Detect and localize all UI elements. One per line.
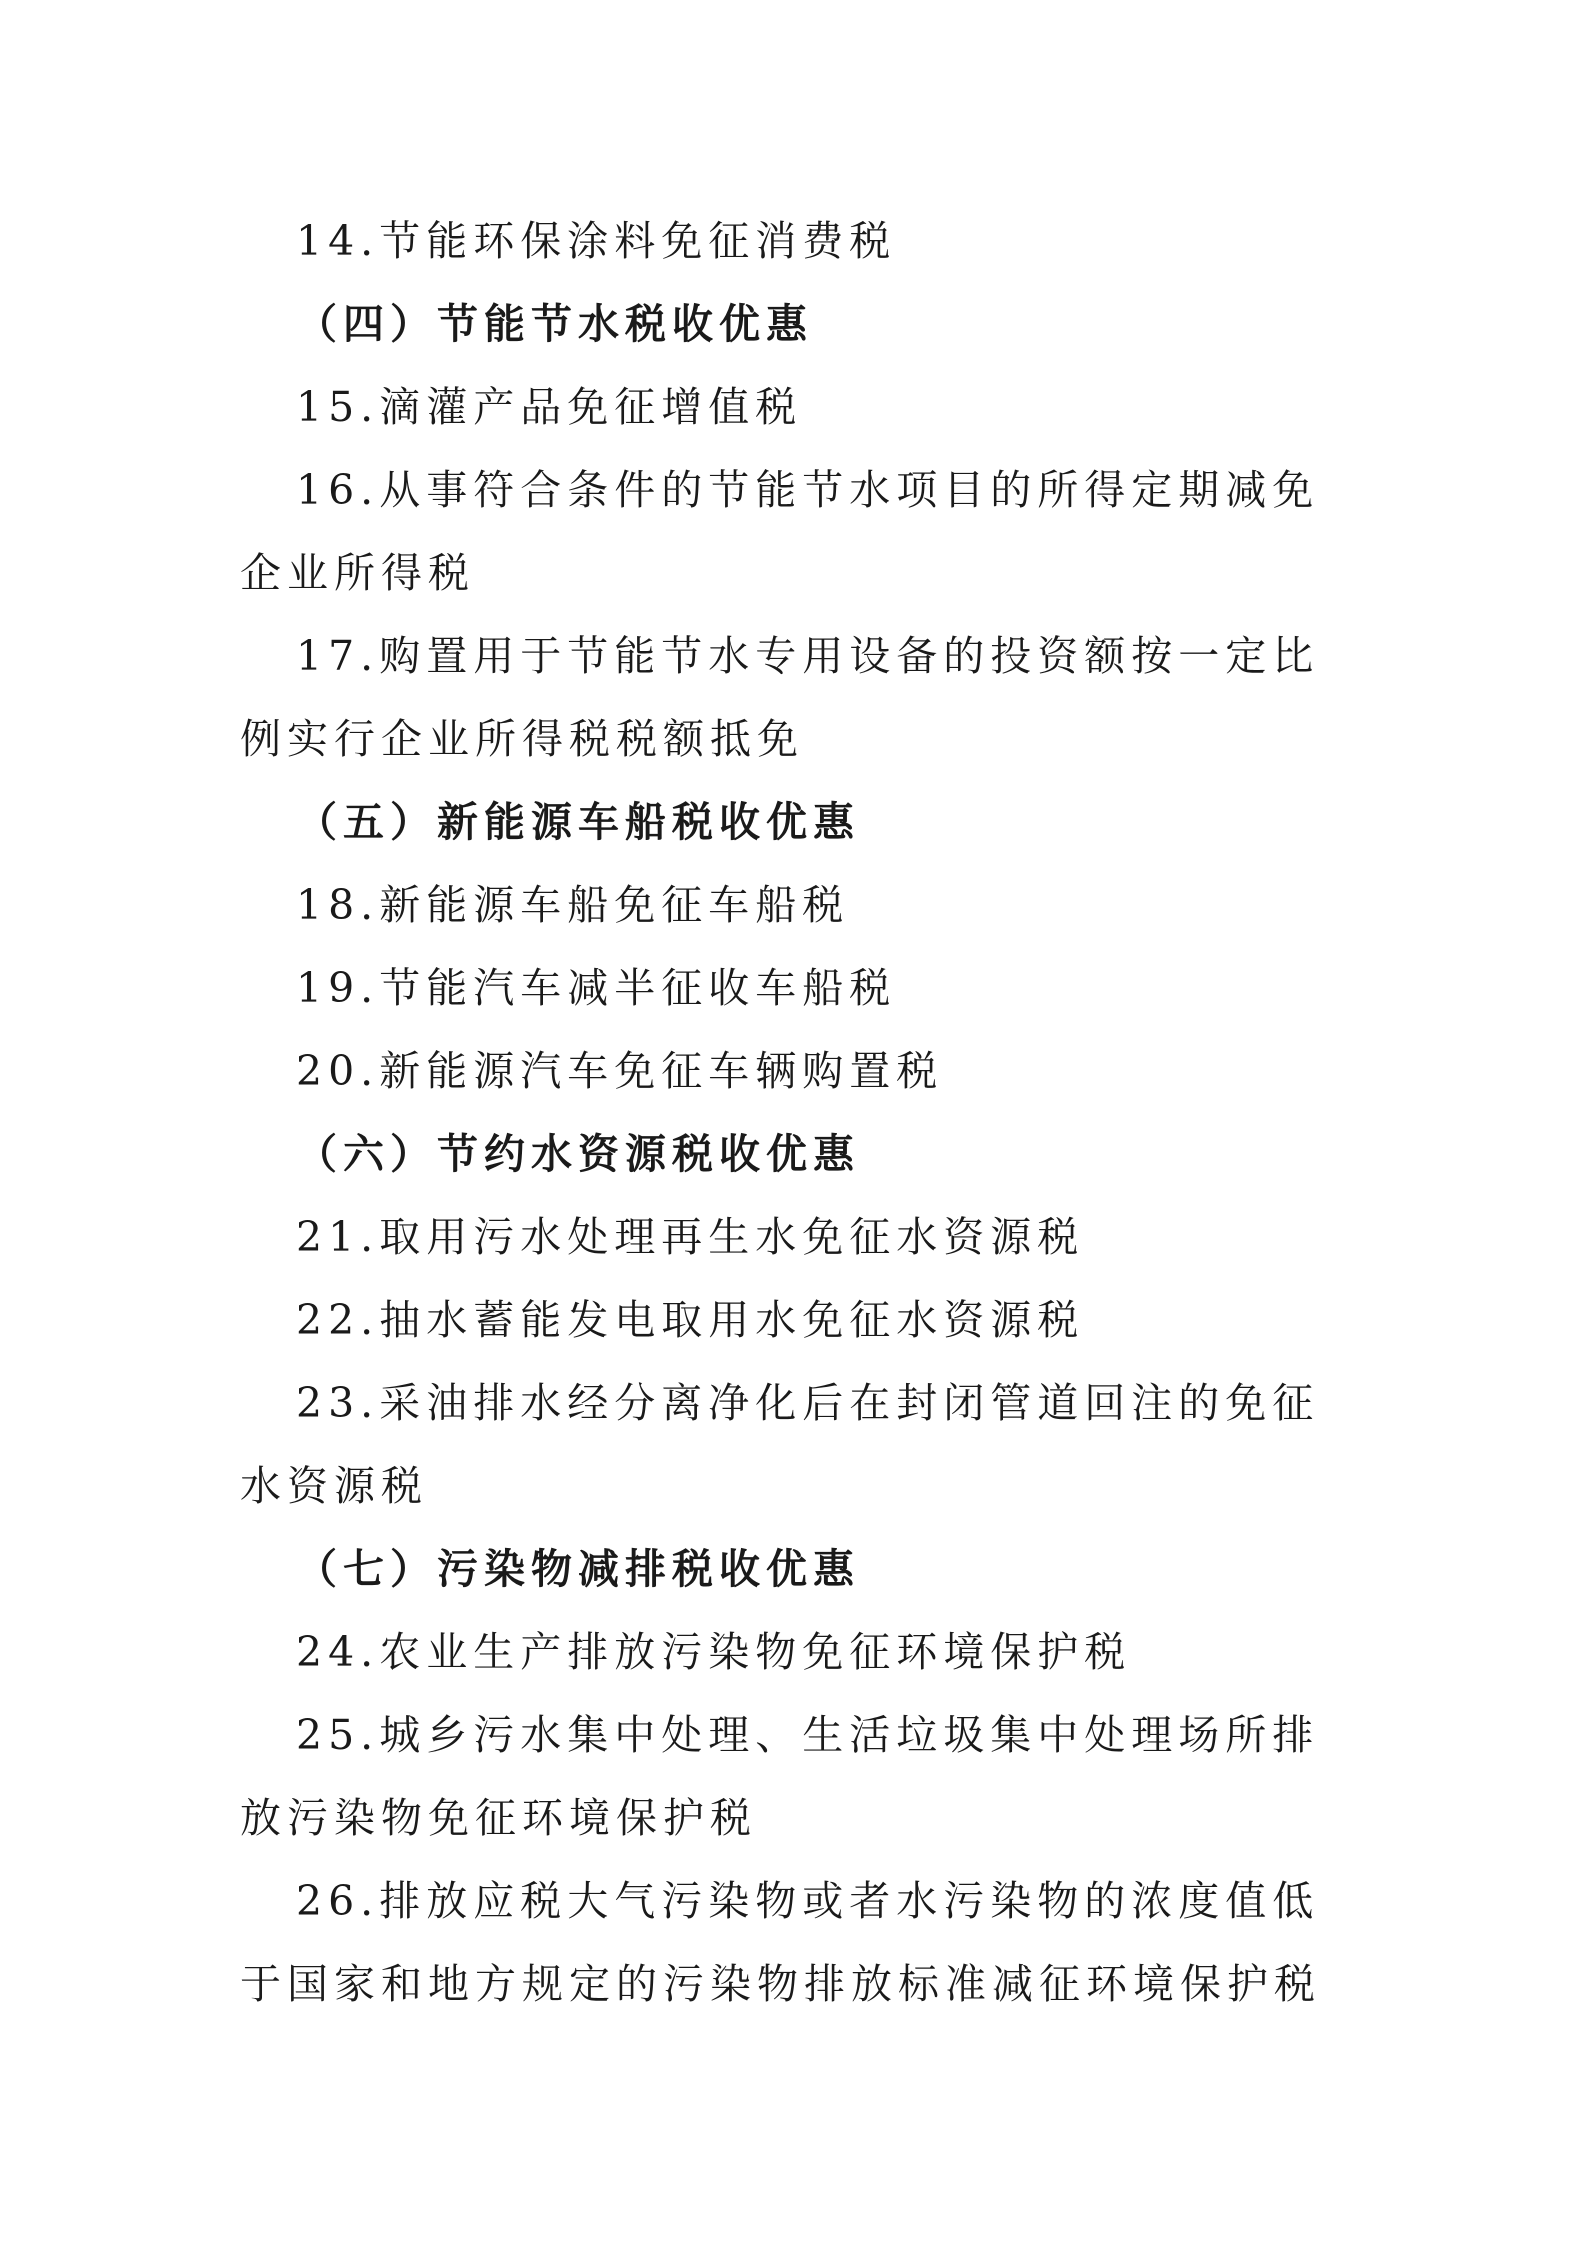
list-item-22: 22.抽水蓄能发电取用水免征水资源税	[296, 1296, 1085, 1344]
list-item-20: 20.新能源汽车免征车辆购置税	[296, 1047, 944, 1095]
list-item-15: 15.滴灌产品免征增值税	[296, 383, 803, 431]
list-item-18: 18.新能源车船免征车船税	[296, 881, 850, 929]
list-item-19: 19.节能汽车减半征收车船税	[296, 964, 897, 1012]
list-item-14: 14.节能环保涂料免征消费税	[296, 217, 897, 265]
list-item-25: 25.城乡污水集中处理、生活垃圾集中处理场所排放污染物免征环境保护税	[240, 1711, 1320, 1842]
list-item-17: 17.购置用于节能节水专用设备的投资额按一定比例实行企业所得税税额抵免	[240, 632, 1320, 763]
section-heading-7: （七）污染物减排税收优惠	[296, 1545, 860, 1593]
list-item-21: 21.取用污水处理再生水免征水资源税	[296, 1213, 1085, 1261]
list-item-24: 24.农业生产排放污染物免征环境保护税	[296, 1628, 1132, 1676]
list-item-26: 26.排放应税大气污染物或者水污染物的浓度值低于国家和地方规定的污染物排放标准减征环境保护税	[240, 1877, 1321, 2008]
document-body	[240, 200, 1350, 2026]
section-heading-5: （五）新能源车船税收优惠	[296, 798, 860, 846]
list-item-16: 16.从事符合条件的节能节水项目的所得定期减免企业所得税	[240, 466, 1320, 597]
section-heading-4: （四）节能节水税收优惠	[296, 300, 813, 348]
section-heading-6: （六）节约水资源税收优惠	[296, 1130, 860, 1178]
list-item-23: 23.采油排水经分离净化后在封闭管道回注的免征水资源税	[240, 1379, 1320, 1510]
